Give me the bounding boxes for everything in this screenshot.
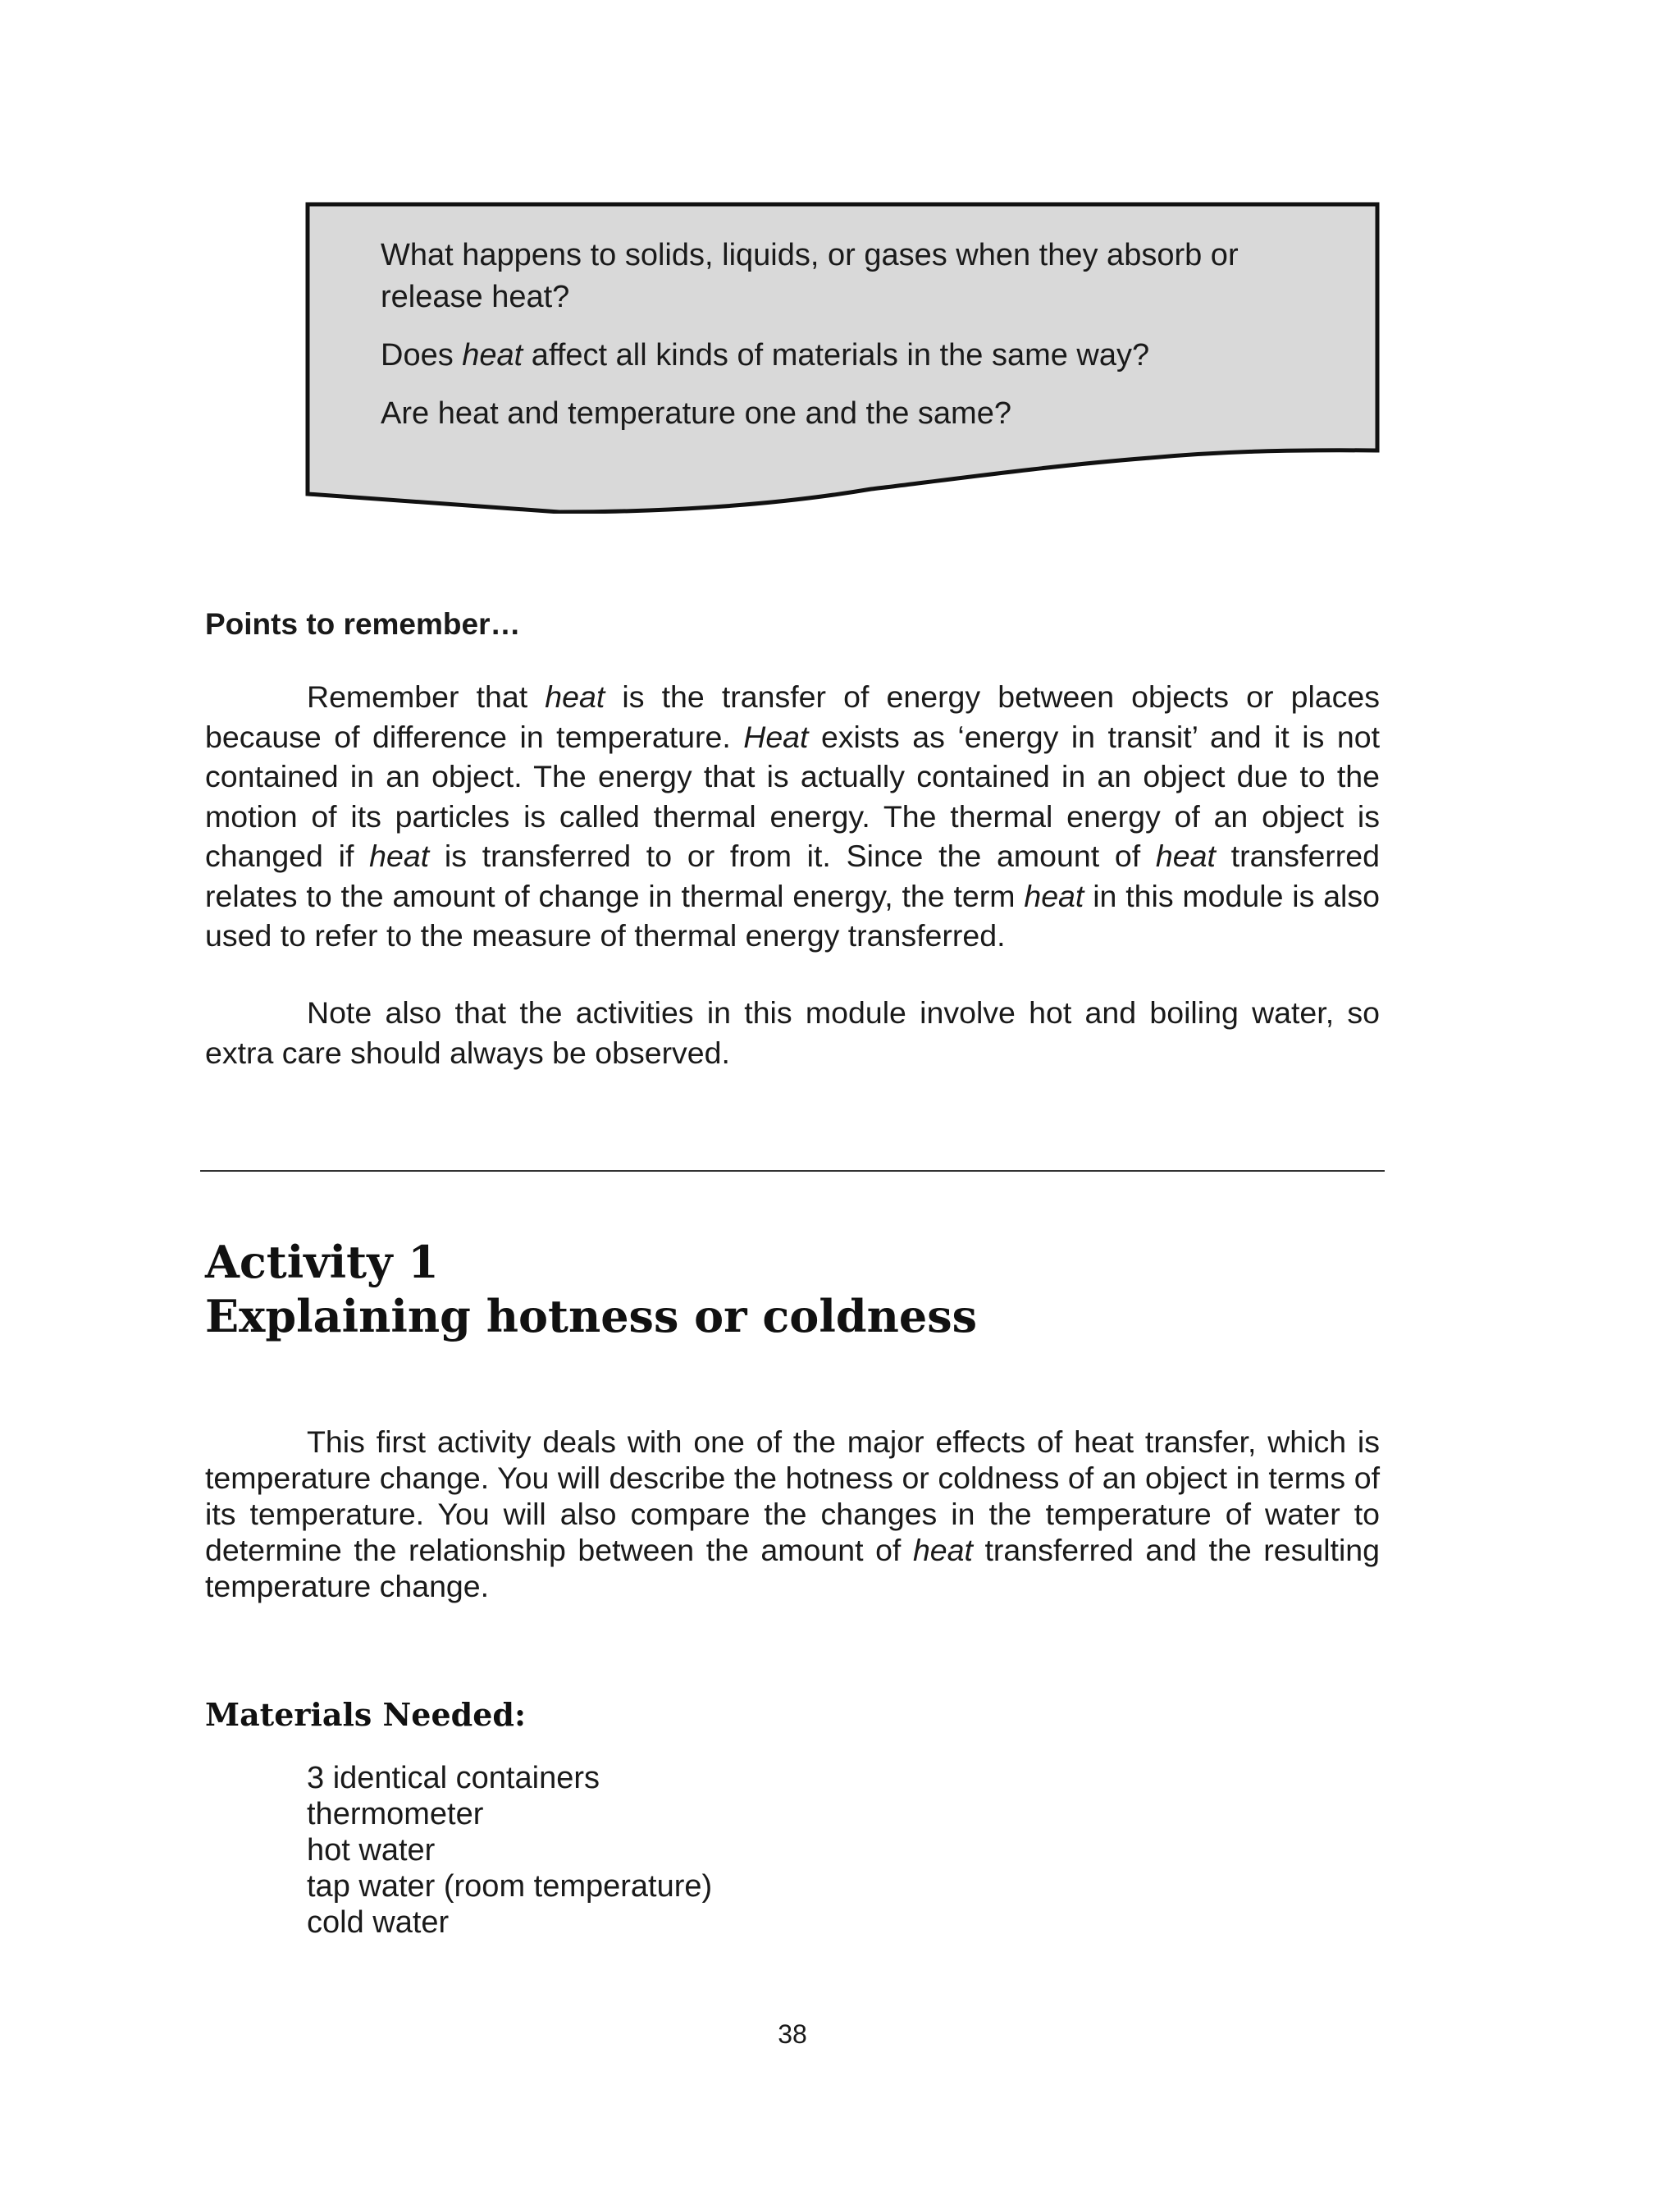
points-paragraph-1 [205,677,1380,956]
text-run: in this module is also used to refer to the measure of thermal energy transferred. [205,878,1380,953]
activity-label: Activity 1 [205,1236,439,1288]
emphasis-run: heat [1024,878,1084,913]
text-run: Remember that [307,679,546,714]
points-paragraph-2: Note also that the activities in this module involve hot and boiling water, so extra care should always be observed. [205,995,1380,1070]
activity-title [205,1235,977,1343]
question-3: Are heat and temperature one and the same? [381,396,1011,431]
list-item: hot water [307,1833,436,1868]
text-run: transferred and the resulting temperature change. [205,1533,1380,1603]
list-item: 3 identical containers [307,1761,600,1795]
list-item: thermometer [307,1797,484,1831]
text-run: transferred relates to the amount of change in thermal energy, the term [205,839,1380,913]
points-heading: Points to remember… [205,607,521,641]
question-2-emphasis: heat [462,338,523,373]
list-item: tap water (room temperature) [307,1869,713,1904]
question-1: What happens to solids, liquids, or gases when they absorb or release heat? [381,238,1239,314]
text-run: is the transfer of energy between objects or places because of difference in temperature. [205,679,1380,754]
text-run: is transferred to or from it. Since the amount of [429,839,1156,873]
activity-intro-paragraph [205,1424,1380,1604]
questions-callout [305,202,1380,514]
emphasis-run: heat [369,839,430,873]
emphasis-run: heat [545,679,605,714]
emphasis-run: Heat [743,719,809,754]
list-item: cold water [307,1905,450,1940]
section-divider [200,1170,1385,1172]
question-2-prefix: Does [381,338,463,373]
materials-heading: Materials Needed: [205,1696,526,1733]
activity-name: Explaining hotness or coldness [205,1290,978,1342]
question-2 [381,335,1267,377]
question-2-suffix: affect all kinds of materials in the same way? [523,338,1150,373]
page-number: 38 [778,2019,807,2049]
text-run: exists as ‘energy in transit’ and it is not contained in an object. The energy that is actually contained in an object due to the motion of its particles is called thermal energy. The thermal energy of an object is changed if [205,719,1380,873]
text-run: This first activity deals with one of the major effects of heat transfer, which is temperature change. You will describe the hotness or coldness of an object in terms of its temperature. You will also compare the changes in the temperature of water to determine the relationship between the amount of [205,1424,1380,1567]
emphasis-run: heat [912,1533,973,1567]
materials-list [307,1760,712,1941]
emphasis-run: heat [1155,839,1216,873]
